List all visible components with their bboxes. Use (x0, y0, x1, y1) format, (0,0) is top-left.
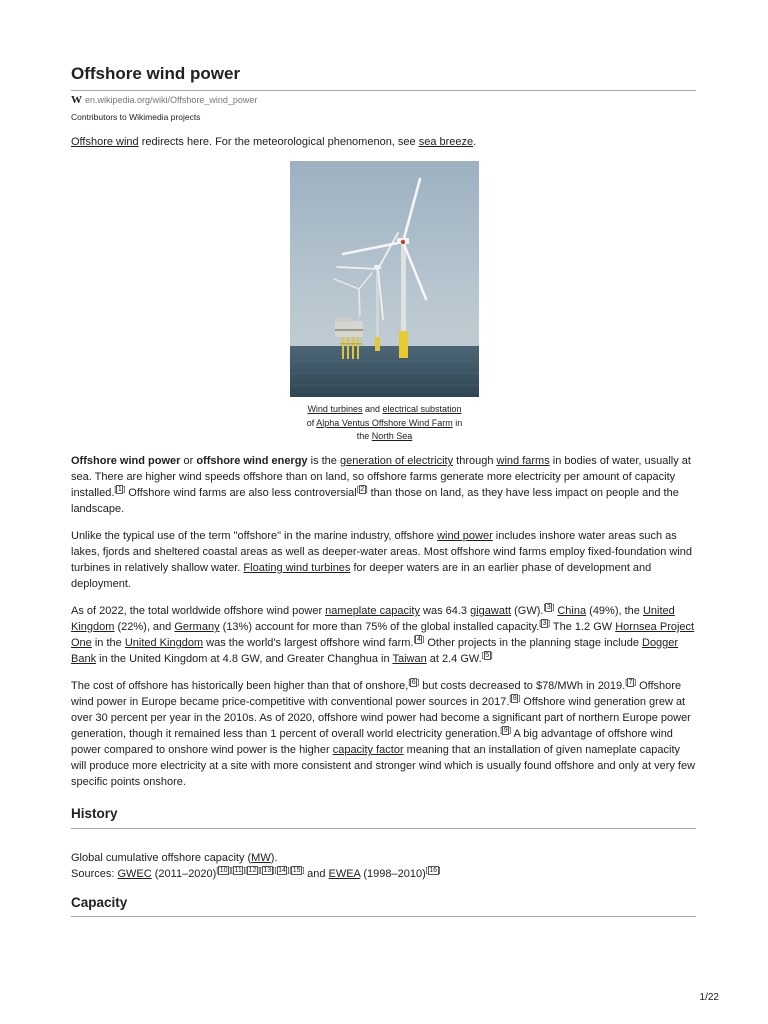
link-ewea[interactable]: EWEA (328, 868, 361, 880)
reference-3b[interactable]: [ 3 ] (539, 620, 550, 628)
title-divider (71, 90, 696, 91)
section-heading-capacity: Capacity (71, 895, 128, 910)
source-line (71, 94, 257, 106)
hatnote-link-offshore-wind[interactable]: Offshore wind (71, 136, 139, 148)
reference-11[interactable]: [ 11 ] (231, 867, 246, 875)
reference-13[interactable]: [ 13 ] (259, 867, 275, 875)
link-united-kingdom-2[interactable]: United Kingdom (124, 637, 204, 649)
link-taiwan[interactable]: Taiwan (392, 653, 427, 665)
capacity-divider (71, 916, 696, 917)
section-heading-history: History (71, 806, 118, 821)
reference-14[interactable]: [ 14 ] (274, 867, 290, 875)
link-nameplate-capacity[interactable]: nameplate capacity (325, 605, 420, 617)
paragraph-definition: Unlike the typical use of the term "offshore" in the marine industry, offshore wind power includes inshore water areas such as lakes, fjords and sheltered coastal areas as well as deeper-water areas. Most offshore wind farms employ fixed-foundation wind turbines in relatively shallow water. Floating wind turbines for deeper waters are in an earlier phase of development and deployment. (71, 530, 693, 590)
source-url[interactable]: en.wikipedia.org/wiki/Offshore_wind_power (85, 95, 258, 105)
reference-5[interactable]: [ 5 ] (481, 652, 493, 660)
caption-link-alpha-ventus[interactable]: Alpha Ventus Offshore Wind Farm (316, 417, 453, 428)
reference-12[interactable]: [ 12 ] (245, 867, 260, 875)
reference-4[interactable]: [ 4 ] (413, 636, 425, 644)
page-title: Offshore wind power (71, 64, 241, 83)
figure-caption: Wind turbines and electrical substation of Alpha Ventus Offshore Wind Farm in the North Sea (306, 404, 463, 441)
wind-turbine-photo[interactable] (290, 161, 479, 397)
link-wind-power[interactable]: wind power (437, 530, 493, 542)
paragraph-intro: Offshore wind power or offshore wind energy is the generation of electricity through wind farms in bodies of water, usually at sea. There are higher wind speeds offshore than on land, so offshore farms generate more electricity per amount of capacity installed.[ 1 ] Offshore wind farms are also less controversial[ 2 ] than those on land, as they have less impact on people and the landscape. (71, 455, 691, 515)
link-wind-farms[interactable]: wind farms (496, 455, 550, 467)
link-mw[interactable]: MW (251, 852, 271, 864)
link-germany[interactable]: Germany (174, 621, 220, 633)
reference-10[interactable]: [ 10 ] (216, 867, 232, 875)
caption-link-electrical-substation[interactable]: electrical substation (382, 404, 462, 414)
wikipedia-logo-icon: W (71, 94, 81, 106)
hatnote: Offshore wind redirects here. For the meteorological phenomenon, see sea breeze. (71, 136, 477, 148)
caption-link-north-sea[interactable]: North Sea (371, 431, 413, 441)
link-hornsea-project-one[interactable]: Hornsea Project One (71, 621, 695, 649)
link-china[interactable]: China (557, 605, 587, 617)
contributors-text: Contributors to Wikimedia projects (71, 112, 201, 122)
paragraph-cost: The cost of offshore has historically been higher than that of onshore,[ 6 ] but costs decreased to $78/MWh in 2019.[ 7 ] Offshore wind power in Europe became price-competitive with conventional power sources in 2017.[ 8 ] Offshore wind generation grew at over 30 percent per year in the 2010s. As of 2020, offshore wind power had become a significant part of northern Europe power generation, though it remained less than 1 percent of overall world electricity generation.[ 9 ] A big advantage of offshore wind power compared to onshore wind power is the higher capacity factor meaning that an installation of given nameplate capacity will produce more electricity at a site with more consistent and stronger wind which is usually found offshore and only at very few specific points onshore. (71, 679, 696, 788)
link-dogger-bank[interactable]: Dogger Bank (71, 637, 679, 665)
reference-6[interactable]: [ 6 ] (408, 679, 420, 687)
page-number: 1/22 (699, 992, 719, 1003)
reference-3[interactable]: [ 3 ] (543, 604, 555, 612)
reference-7[interactable]: [ 7 ] (625, 679, 637, 687)
reference-15[interactable]: [ 15 ] (289, 867, 305, 875)
reference-2[interactable]: [ 2 ] (356, 486, 368, 494)
history-chart-caption: Global cumulative offshore capacity (MW). Sources: GWEC (2011–2020)[ 10 ][ 11 ][ 12 ][ 13 ][ 14 ][ 15 ] and EWEA (1998–2010)[ 16 ] (71, 852, 441, 880)
caption-link-wind-turbines[interactable]: Wind turbines (307, 404, 363, 414)
link-floating-wind-turbines[interactable]: Floating wind turbines (243, 562, 351, 574)
link-gwec[interactable]: GWEC (117, 868, 152, 880)
link-capacity-factor[interactable]: capacity factor (332, 744, 404, 756)
link-united-kingdom[interactable]: United Kingdom (71, 605, 675, 633)
history-divider (71, 828, 696, 829)
reference-8[interactable]: [ 8 ] (509, 695, 521, 703)
paragraph-capacity-stats: As of 2022, the total worldwide offshore wind power nameplate capacity was 64.3 gigawatt (GW).[ 3 ] China (49%), the United Kingdom (22%), and Germany (13%) account for more than 75% of the global installed capacity.[ 3 ] The 1.2 GW Hornsea Project One in the United Kingdom was the world's largest offshore wind farm.[ 4 ] Other projects in the planning stage include Dogger Bank in the United Kingdom at 4.8 GW, and Greater Changhua in Taiwan at 2.4 GW.[ 5 ] (71, 604, 695, 665)
link-generation-of-electricity[interactable]: generation of electricity (339, 455, 454, 467)
reference-16[interactable]: [ 16 ] (425, 867, 441, 875)
hatnote-link-sea-breeze[interactable]: sea breeze (418, 136, 474, 148)
reference-9[interactable]: [ 9 ] (500, 727, 512, 735)
reference-1[interactable]: [ 1 ] (114, 486, 126, 494)
link-gigawatt[interactable]: gigawatt (470, 605, 512, 617)
